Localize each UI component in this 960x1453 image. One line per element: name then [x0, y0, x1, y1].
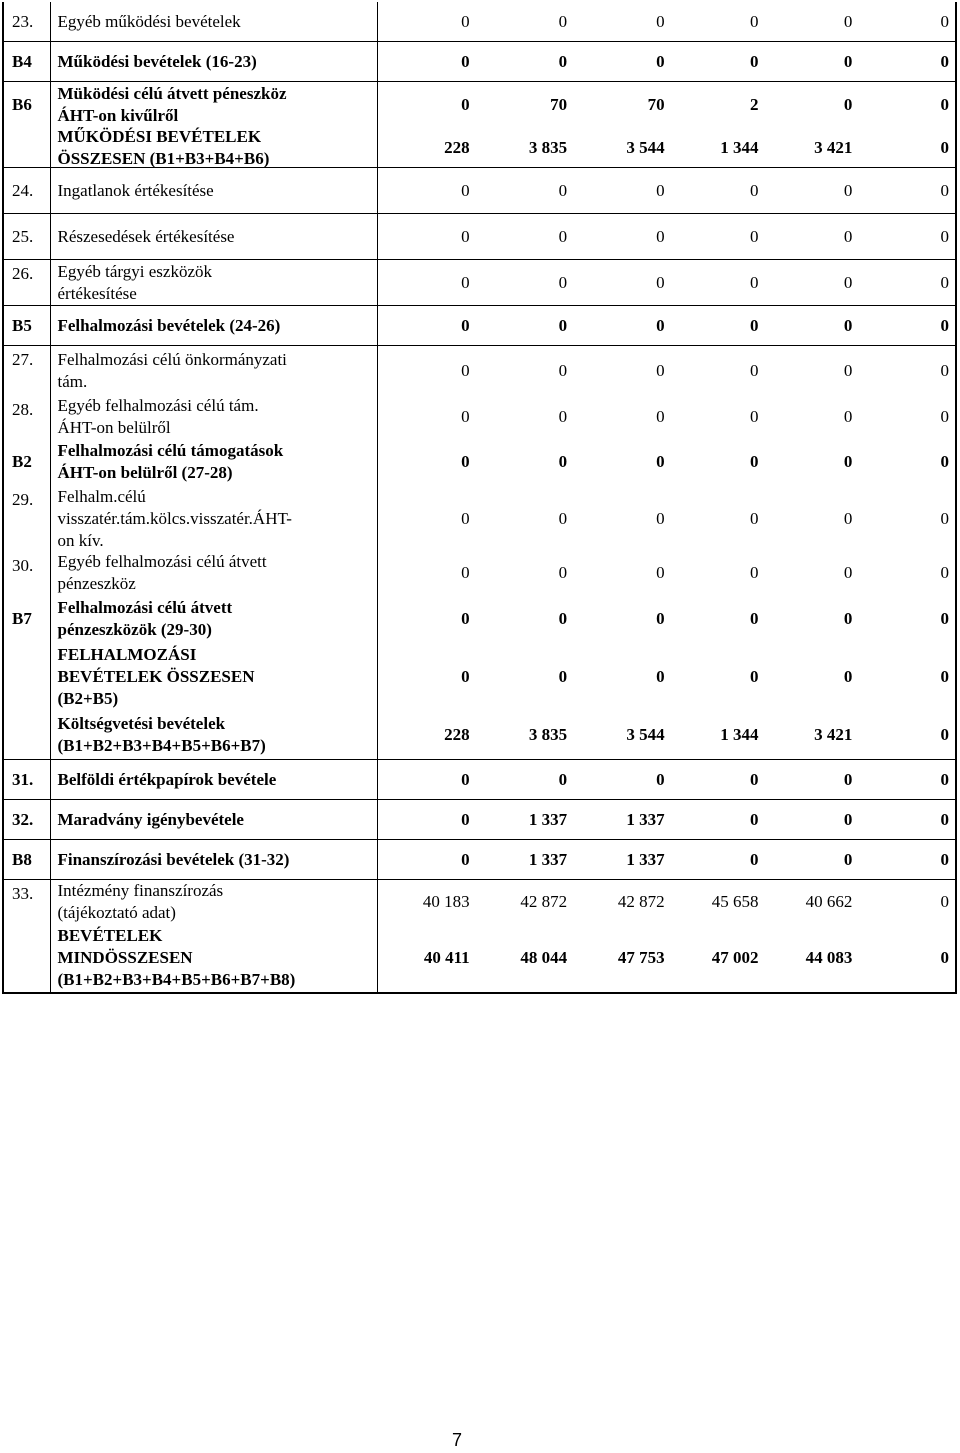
value-cell: 2	[750, 95, 759, 114]
row-code: 25.	[4, 214, 51, 259]
row-label	[51, 438, 378, 486]
row-label	[51, 800, 378, 839]
row-label-line: értékesítése	[57, 283, 137, 303]
row-label-line: (B1+B2+B3+B4+B5+B6+B7+B8)	[57, 970, 296, 989]
value-cell: 3 544	[626, 137, 665, 157]
row-label-line: (tájékoztató adat)	[57, 903, 176, 922]
value-cell: 0	[940, 452, 950, 471]
value-cell: 44 083	[805, 948, 853, 967]
row-label-line: ÁHT-on kivűlről	[57, 106, 179, 125]
value-cell: 3 835	[528, 137, 568, 157]
row-label	[51, 2, 378, 41]
row-label	[51, 306, 378, 345]
row-code: 33.	[4, 880, 51, 924]
row-code	[4, 710, 51, 759]
value-cell: 0	[461, 272, 470, 292]
table-row	[4, 486, 955, 552]
value-cell: 0	[461, 180, 470, 200]
value-cell: 42 872	[617, 892, 665, 911]
value-cell: 1 337	[626, 849, 665, 869]
row-label-line: Működési bevételek (16-23)	[57, 51, 257, 71]
value-cell: 0	[656, 509, 665, 528]
row-label-line: Maradvány igénybevétele	[57, 809, 244, 829]
value-cell: 0	[558, 11, 568, 31]
value-cell: 0	[750, 563, 759, 582]
row-label-line: Egyéb felhalmozási célú tám.	[57, 396, 259, 415]
value-cell: 0	[843, 95, 853, 114]
value-cell: 0	[843, 769, 853, 789]
row-label-line: tám.	[57, 372, 88, 391]
row-code: B7	[4, 594, 51, 644]
value-cell: 47 753	[617, 948, 665, 967]
value-cell: 0	[558, 272, 568, 292]
row-label	[51, 128, 378, 167]
value-cell: 0	[940, 609, 950, 628]
value-cell: 0	[940, 948, 950, 967]
row-label-line: BEVÉTELEK ÖSSZESEN	[57, 667, 255, 686]
value-cell: 0	[461, 667, 470, 686]
value-cell: 0	[843, 180, 853, 200]
value-cell: 0	[843, 849, 853, 869]
value-cell: 0	[461, 452, 470, 471]
value-cell: 0	[940, 769, 950, 789]
row-label-line: Egyéb működési bevételek	[57, 11, 241, 31]
table-row	[4, 260, 955, 306]
value-cell: 1 344	[720, 137, 759, 157]
value-cell: 0	[940, 809, 950, 829]
row-code: B5	[4, 306, 51, 345]
value-cell: 0	[940, 667, 950, 686]
value-cell: 0	[656, 667, 665, 686]
value-cell: 0	[461, 361, 470, 380]
value-cell: 0	[461, 509, 470, 528]
value-cell: 0	[461, 609, 470, 628]
value-cell: 0	[558, 509, 568, 528]
value-cell: 0	[750, 809, 759, 829]
row-code: 24.	[4, 168, 51, 213]
value-cell: 0	[843, 226, 853, 246]
row-label-line: MINDÖSSZESEN	[57, 948, 193, 967]
row-label-line: pénzeszközök (29-30)	[57, 620, 212, 639]
value-cell: 0	[843, 272, 853, 292]
value-cell: 0	[461, 769, 470, 789]
row-code: 32.	[4, 800, 51, 839]
value-cell: 3 421	[814, 137, 853, 157]
value-cell: 3 544	[626, 724, 665, 744]
row-label-line: Felhalmozási célú átvett	[57, 598, 233, 617]
row-label-line: Finanszírozási bevételek (31-32)	[57, 849, 290, 869]
value-cell: 1 337	[528, 849, 568, 869]
row-code	[4, 128, 51, 167]
table-row	[4, 346, 955, 396]
value-cell: 0	[750, 11, 759, 31]
row-label-line: Felhalm.célú	[57, 487, 146, 506]
row-label	[51, 82, 378, 128]
table-row	[4, 128, 955, 168]
row-label	[51, 168, 378, 213]
row-label-line: Ingatlanok értékesítése	[57, 180, 214, 200]
row-label	[51, 840, 378, 879]
value-cell: 228	[444, 137, 470, 157]
value-cell: 1 344	[720, 724, 759, 744]
row-label	[51, 346, 378, 396]
value-cell: 1 337	[528, 809, 568, 829]
value-cell: 0	[843, 315, 853, 335]
value-cell: 0	[558, 452, 568, 471]
value-cell: 0	[940, 509, 950, 528]
value-cell: 0	[843, 452, 853, 471]
value-cell: 0	[843, 51, 853, 71]
row-label-line: Felhalmozási célú támogatások	[57, 441, 284, 460]
table-row	[4, 594, 955, 644]
value-cell: 0	[940, 272, 950, 292]
table-row	[4, 214, 955, 260]
value-cell: 0	[750, 849, 759, 869]
value-cell: 0	[940, 724, 950, 744]
value-cell: 0	[940, 11, 950, 31]
value-cell: 0	[656, 361, 665, 380]
value-cell: 0	[461, 51, 470, 71]
value-cell: 0	[656, 563, 665, 582]
value-cell: 0	[843, 509, 853, 528]
table-row	[4, 760, 955, 800]
value-cell: 0	[461, 226, 470, 246]
value-cell: 0	[656, 226, 665, 246]
value-cell: 40 411	[423, 948, 470, 967]
value-cell: 0	[750, 272, 759, 292]
row-label-line: Felhalmozási célú önkormányzati	[57, 350, 287, 369]
row-label	[51, 710, 378, 759]
value-cell: 0	[750, 609, 759, 628]
row-code: 23.	[4, 2, 51, 41]
value-cell: 0	[750, 361, 759, 380]
row-code	[4, 644, 51, 710]
value-cell: 0	[750, 769, 759, 789]
value-cell: 0	[843, 11, 853, 31]
value-cell: 0	[461, 563, 470, 582]
row-label-line: ÖSSZESEN (B1+B3+B4+B6)	[57, 148, 270, 168]
row-code: 27.	[4, 346, 51, 396]
value-cell: 0	[656, 452, 665, 471]
value-cell: 0	[558, 769, 568, 789]
row-label-line: Müködési célú átvett péneszköz	[57, 84, 287, 103]
value-cell: 0	[656, 609, 665, 628]
table-row	[4, 438, 955, 486]
row-code: 26.	[4, 260, 51, 305]
row-code: 29.	[4, 486, 51, 552]
value-cell: 0	[750, 226, 759, 246]
value-cell: 0	[750, 452, 759, 471]
value-cell: 0	[750, 51, 759, 71]
value-cell: 0	[656, 11, 665, 31]
row-label-line: FELHALMOZÁSI	[57, 645, 197, 664]
value-cell: 0	[461, 809, 470, 829]
row-code: B8	[4, 840, 51, 879]
row-label-line: MŰKÖDÉSI BEVÉTELEK	[57, 126, 262, 146]
value-cell: 0	[558, 667, 568, 686]
table-row	[4, 168, 955, 214]
table-row	[4, 880, 955, 924]
table-row	[4, 396, 955, 438]
row-label-line: on kív.	[57, 531, 104, 550]
row-label-line: visszatér.tám.kölcs.visszatér.ÁHT-	[57, 509, 292, 528]
row-label	[51, 42, 378, 81]
value-cell: 0	[750, 180, 759, 200]
value-cell: 0	[461, 849, 470, 869]
value-cell: 0	[461, 11, 470, 31]
row-code: 31.	[4, 760, 51, 799]
value-cell: 1 337	[626, 809, 665, 829]
table-row	[4, 710, 955, 760]
row-label-line: Részesedések értékesítése	[57, 226, 235, 246]
value-cell: 0	[461, 315, 470, 335]
value-cell: 228	[444, 724, 470, 744]
value-cell: 0	[461, 95, 470, 114]
value-cell: 0	[940, 849, 950, 869]
row-code: B6	[4, 82, 51, 128]
table-row	[4, 644, 955, 710]
value-cell: 0	[940, 563, 950, 582]
row-label-line: Költségvetési bevételek	[57, 713, 226, 733]
value-cell: 0	[940, 361, 950, 380]
value-cell: 42 872	[520, 892, 568, 911]
value-cell: 0	[843, 667, 853, 686]
value-cell: 0	[461, 407, 470, 426]
table-row	[4, 800, 955, 840]
value-cell: 0	[940, 407, 950, 426]
value-cell: 0	[558, 563, 568, 582]
value-cell: 0	[940, 180, 950, 200]
table-row	[4, 306, 955, 346]
row-label-line: (B1+B2+B3+B4+B5+B6+B7)	[57, 735, 266, 755]
value-cell: 0	[656, 315, 665, 335]
row-label	[51, 396, 378, 438]
revenue-table	[2, 2, 957, 994]
value-cell: 0	[558, 407, 568, 426]
table-row	[4, 924, 955, 992]
row-code: 28.	[4, 396, 51, 438]
value-cell: 0	[843, 407, 853, 426]
table-row	[4, 552, 955, 594]
value-cell: 0	[656, 180, 665, 200]
value-cell: 0	[843, 563, 853, 582]
value-cell: 0	[558, 51, 568, 71]
value-cell: 0	[940, 137, 950, 157]
value-cell: 3 835	[528, 724, 568, 744]
row-code: B2	[4, 438, 51, 486]
value-cell: 0	[656, 51, 665, 71]
value-cell: 0	[750, 407, 759, 426]
row-label	[51, 644, 378, 710]
row-label	[51, 552, 378, 594]
row-label	[51, 214, 378, 259]
value-cell: 0	[656, 272, 665, 292]
row-label	[51, 760, 378, 799]
row-label-line: pénzeszköz	[57, 574, 136, 593]
table-row	[4, 42, 955, 82]
value-cell: 48 044	[520, 948, 568, 967]
value-cell: 0	[558, 180, 568, 200]
value-cell: 0	[750, 667, 759, 686]
value-cell: 0	[750, 509, 759, 528]
value-cell: 0	[940, 315, 950, 335]
value-cell: 0	[558, 315, 568, 335]
row-label-line: ÁHT-on belülről (27-28)	[57, 463, 233, 482]
page-number: 7	[451, 1430, 462, 1450]
row-label-line: Felhalmozási bevételek (24-26)	[57, 315, 281, 335]
row-code	[4, 924, 51, 992]
row-label-line: Egyéb felhalmozási célú átvett	[57, 552, 267, 571]
value-cell: 0	[750, 315, 759, 335]
value-cell: 0	[558, 609, 568, 628]
row-label	[51, 880, 378, 924]
row-label-line: Intézmény finanszírozás	[57, 881, 224, 900]
row-code: B4	[4, 42, 51, 81]
row-code: 30.	[4, 552, 51, 594]
value-cell: 0	[940, 226, 950, 246]
table-row	[4, 840, 955, 880]
value-cell: 47 002	[711, 948, 759, 967]
value-cell: 0	[940, 51, 950, 71]
value-cell: 0	[843, 609, 853, 628]
value-cell: 0	[558, 361, 568, 380]
value-cell: 0	[940, 95, 950, 114]
value-cell: 3 421	[814, 724, 853, 744]
value-cell: 0	[656, 407, 665, 426]
value-cell: 70	[647, 95, 665, 114]
table-row	[4, 2, 955, 42]
value-cell: 45 658	[711, 892, 759, 911]
row-label-line: Belföldi értékpapírok bevétele	[57, 769, 277, 789]
value-cell: 0	[940, 892, 950, 911]
value-cell: 0	[843, 361, 853, 380]
table-row	[4, 82, 955, 128]
value-cell: 70	[550, 95, 568, 114]
row-label	[51, 486, 378, 552]
value-cell: 0	[843, 809, 853, 829]
value-cell: 40 662	[805, 892, 853, 911]
row-label	[51, 260, 378, 305]
value-cell: 0	[558, 226, 568, 246]
row-label	[51, 594, 378, 644]
row-label	[51, 924, 378, 992]
row-label-line: BEVÉTELEK	[57, 926, 163, 945]
row-label-line: ÁHT-on belülről	[57, 418, 171, 437]
row-label-line: (B2+B5)	[57, 689, 119, 708]
row-label-line: Egyéb tárgyi eszközök	[57, 261, 213, 281]
value-cell: 40 183	[422, 892, 470, 911]
value-cell: 0	[656, 769, 665, 789]
